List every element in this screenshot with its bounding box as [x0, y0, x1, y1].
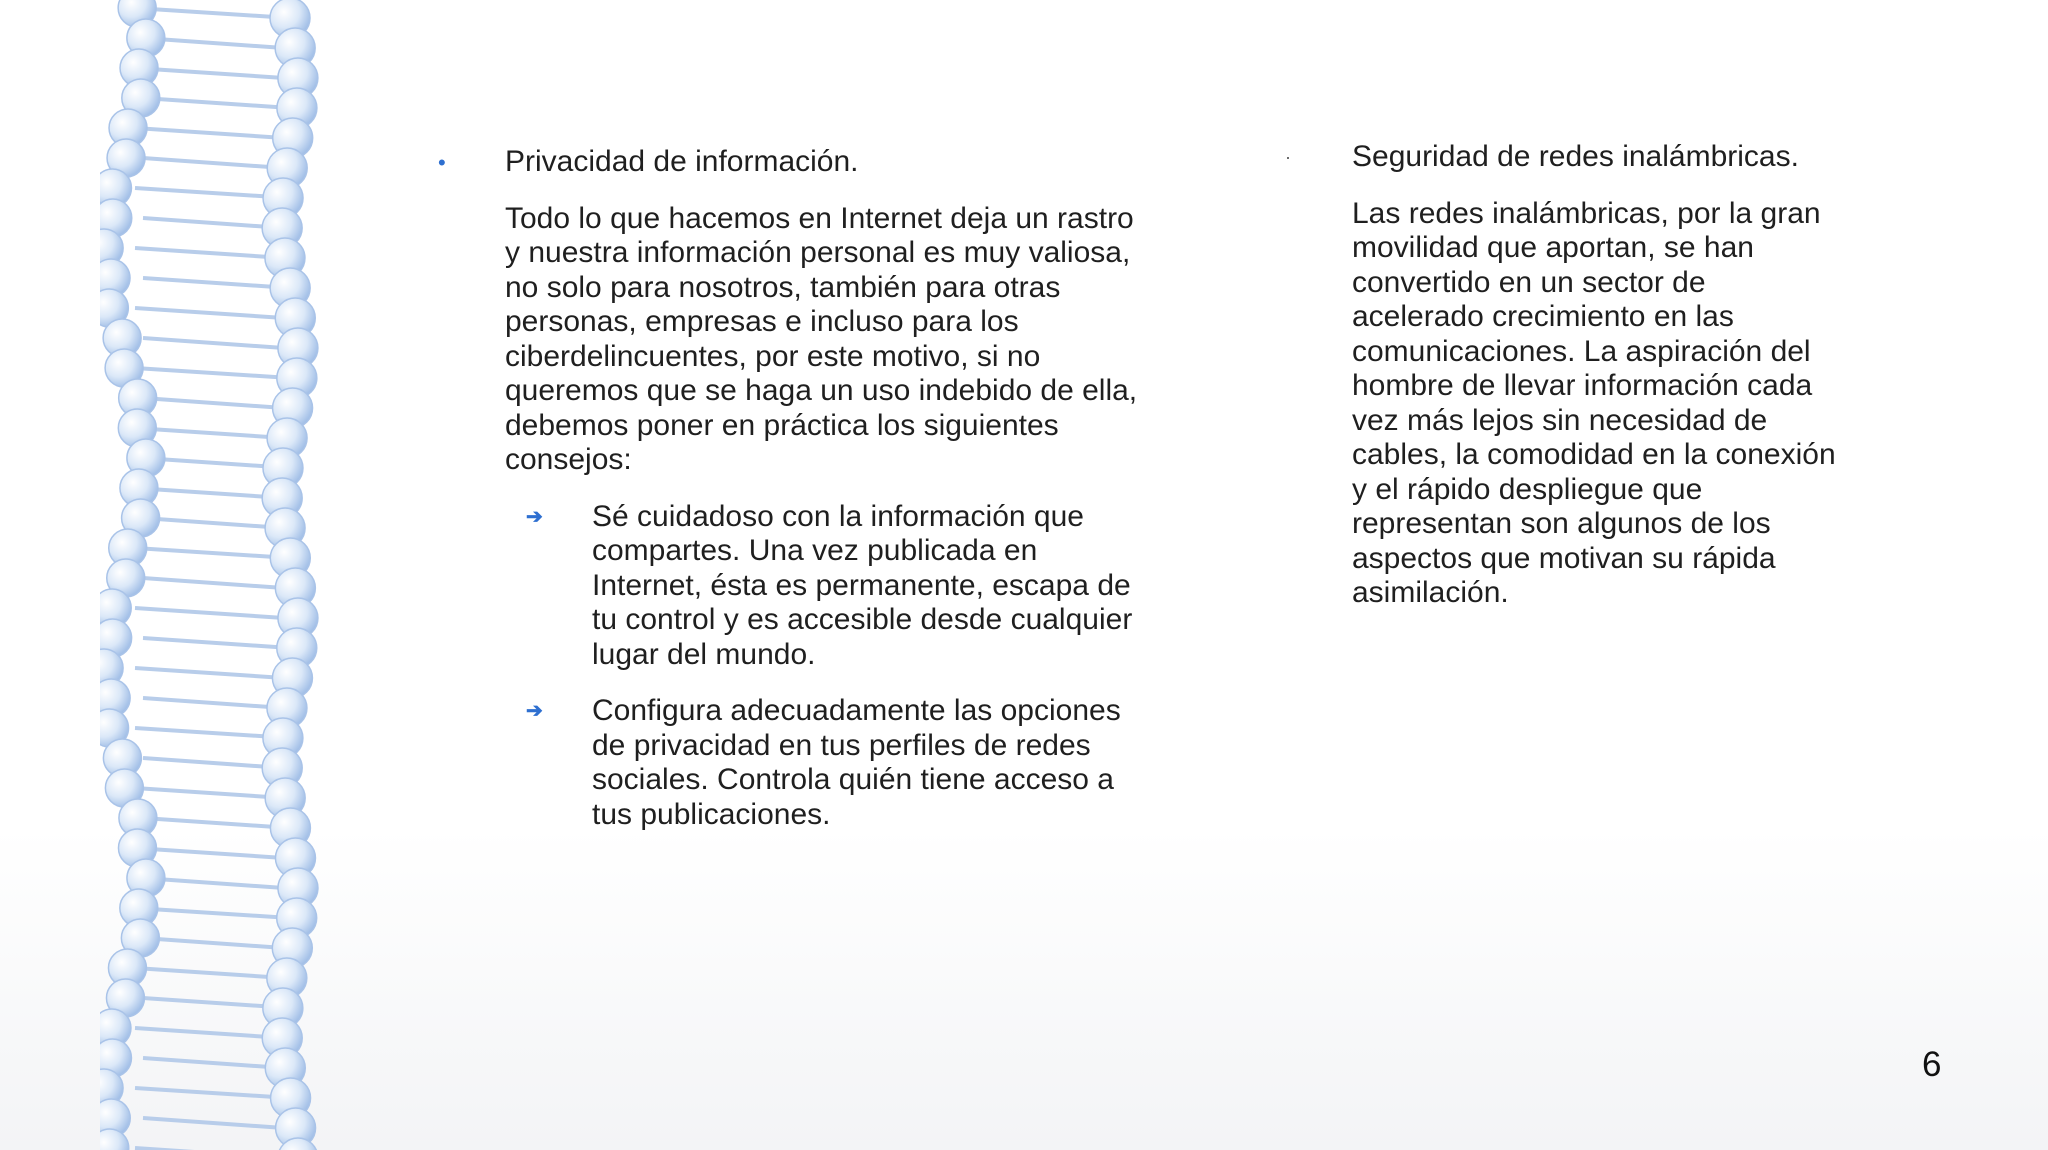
arrow-bullet-icon: ➔ [526, 700, 543, 722]
dna-rung [143, 278, 290, 288]
sub-bullet-item [438, 694, 1138, 832]
bullet-item-wireless [1285, 140, 1845, 175]
dna-rung [143, 698, 284, 708]
dna-rung [135, 788, 284, 798]
dna-rung [135, 668, 284, 678]
dna-rung [143, 398, 284, 408]
dna-rung [135, 8, 290, 18]
body-paragraph: Todo lo que hacemos en Internet deja un rastro y nuestra información personal es muy valiosa, no solo para nosotros, también para otras personas, empresas e incluso para los ciberdelincuentes, por este motivo, si no queremos que se haga un uso indebido de ella, debemos poner en práctica los siguientes consejos: [505, 201, 1138, 476]
dna-rung [143, 1058, 284, 1068]
dna-rung [143, 338, 284, 348]
dna-rung [135, 128, 284, 138]
right-column [1285, 140, 1845, 611]
dna-rung [143, 158, 284, 168]
dna-rung [135, 968, 284, 978]
bullet-heading: Privacidad de información. [505, 145, 859, 178]
dna-rung [135, 548, 290, 558]
dna-rung [135, 308, 284, 318]
sub-bullet-item [438, 500, 1138, 673]
dna-helix-decoration [100, 0, 340, 1150]
dna-rung [143, 638, 290, 648]
bullet-item-privacy [438, 145, 1138, 180]
bullet-dot-icon: • [438, 150, 446, 175]
bullet-heading: Seguridad de redes inalámbricas. [1352, 140, 1799, 173]
left-column [438, 145, 1138, 832]
dna-rung [135, 848, 284, 858]
sub-bullet-text: Configura adecuadamente las opciones de privacidad en tus perfiles de redes sociales. Controla quién tiene acceso a tus publicaciones. [592, 694, 1121, 831]
dna-rung [135, 608, 284, 618]
bullet-dot-icon: · [1285, 147, 1291, 167]
dna-rung [135, 368, 290, 378]
dna-rung [135, 428, 284, 438]
dna-rung [143, 938, 284, 948]
dna-rung [143, 1118, 284, 1128]
page-number: 6 [1922, 1045, 1942, 1084]
dna-rung [143, 518, 284, 528]
dna-rung [143, 98, 290, 108]
body-paragraph: Las redes inalámbricas, por la gran movilidad que aportan, se han convertido en un sector de acelerado crecimiento en las comunicaciones. La aspiración del hombre de llevar información cada vez más lejos sin necesidad de cables, la comodidad en la conexión y el rápido despliegue que representan son algunos de los aspectos que motivan su rápida asimilación. [1352, 196, 1836, 609]
dna-rung [143, 578, 284, 588]
arrow-bullet-icon: ➔ [526, 505, 543, 528]
dna-rung [135, 248, 284, 258]
sub-bullet-text: Sé cuidadoso con la información que compartes. Una vez publicada en Internet, ésta es permanente, escapa de tu control y es accesible desde cualquier lugar del mundo. [592, 499, 1133, 671]
dna-rung [143, 818, 290, 828]
dna-rung [135, 1088, 290, 1098]
